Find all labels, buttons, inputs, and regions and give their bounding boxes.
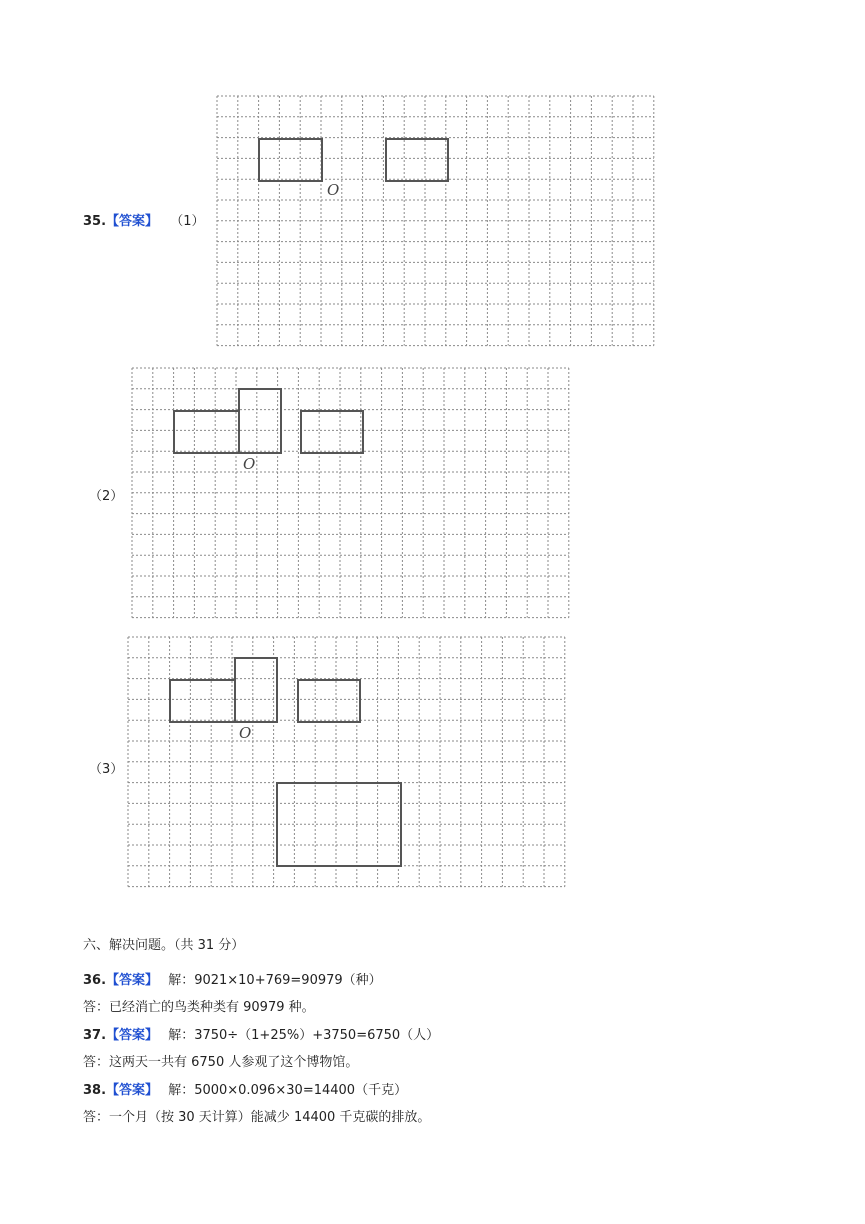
part2-label: （2） — [89, 489, 124, 504]
grid-figure-2 — [130, 366, 575, 622]
part3-label: （3） — [89, 762, 124, 777]
grid-lines — [132, 368, 569, 618]
q35-header — [83, 210, 204, 229]
origin-label: O — [327, 181, 340, 199]
rotated-rectangle — [235, 658, 277, 722]
solution-text: 解：5000×0.096×30=14400（千克） — [168, 1083, 408, 1098]
q35-answer-tag: 【答案】 — [106, 214, 159, 229]
enlarged-rectangle — [277, 783, 401, 866]
rotated-rectangle — [239, 389, 281, 453]
grid-lines — [128, 637, 565, 887]
translated-rectangle — [386, 139, 448, 181]
grid-lines — [217, 96, 654, 346]
original-rectangle — [259, 139, 322, 181]
solution-text: 解：3750÷（1+25%）+3750=6750（人） — [168, 1028, 440, 1043]
problem-36-answer: 答：已经消亡的鸟类种类有 90979 种。 — [83, 1000, 315, 1015]
answer-tag: 【答案】 — [106, 1028, 159, 1043]
origin-label: O — [243, 455, 256, 473]
grid-figure-1 — [215, 94, 660, 350]
problem-37-solution — [83, 1024, 439, 1043]
q35-number: 35. — [83, 214, 107, 229]
origin-label: O — [239, 724, 252, 742]
translated-rectangle — [301, 411, 363, 453]
problem-37-answer: 答：这两天一共有 6750 人参观了这个博物馆。 — [83, 1055, 359, 1070]
problem-36-solution — [83, 969, 382, 988]
problem-number: 38. — [83, 1083, 107, 1098]
problem-number: 37. — [83, 1028, 107, 1043]
problem-38-solution — [83, 1079, 407, 1098]
original-rectangle — [174, 411, 239, 453]
answer-tag: 【答案】 — [106, 1083, 159, 1098]
solution-text: 解：9021×10+769=90979（种） — [168, 973, 382, 988]
section-title: 六、解决问题。（共 31 分） — [83, 938, 245, 953]
problem-number: 36. — [83, 973, 107, 988]
original-rectangle — [170, 680, 235, 722]
answer-tag: 【答案】 — [106, 973, 159, 988]
grid-figure-3 — [126, 635, 571, 891]
problem-38-answer: 答：一个月（按 30 天计算）能减少 14400 千克碳的排放。 — [83, 1110, 431, 1125]
translated-rectangle — [298, 680, 360, 722]
part1-label: （1） — [170, 214, 205, 229]
